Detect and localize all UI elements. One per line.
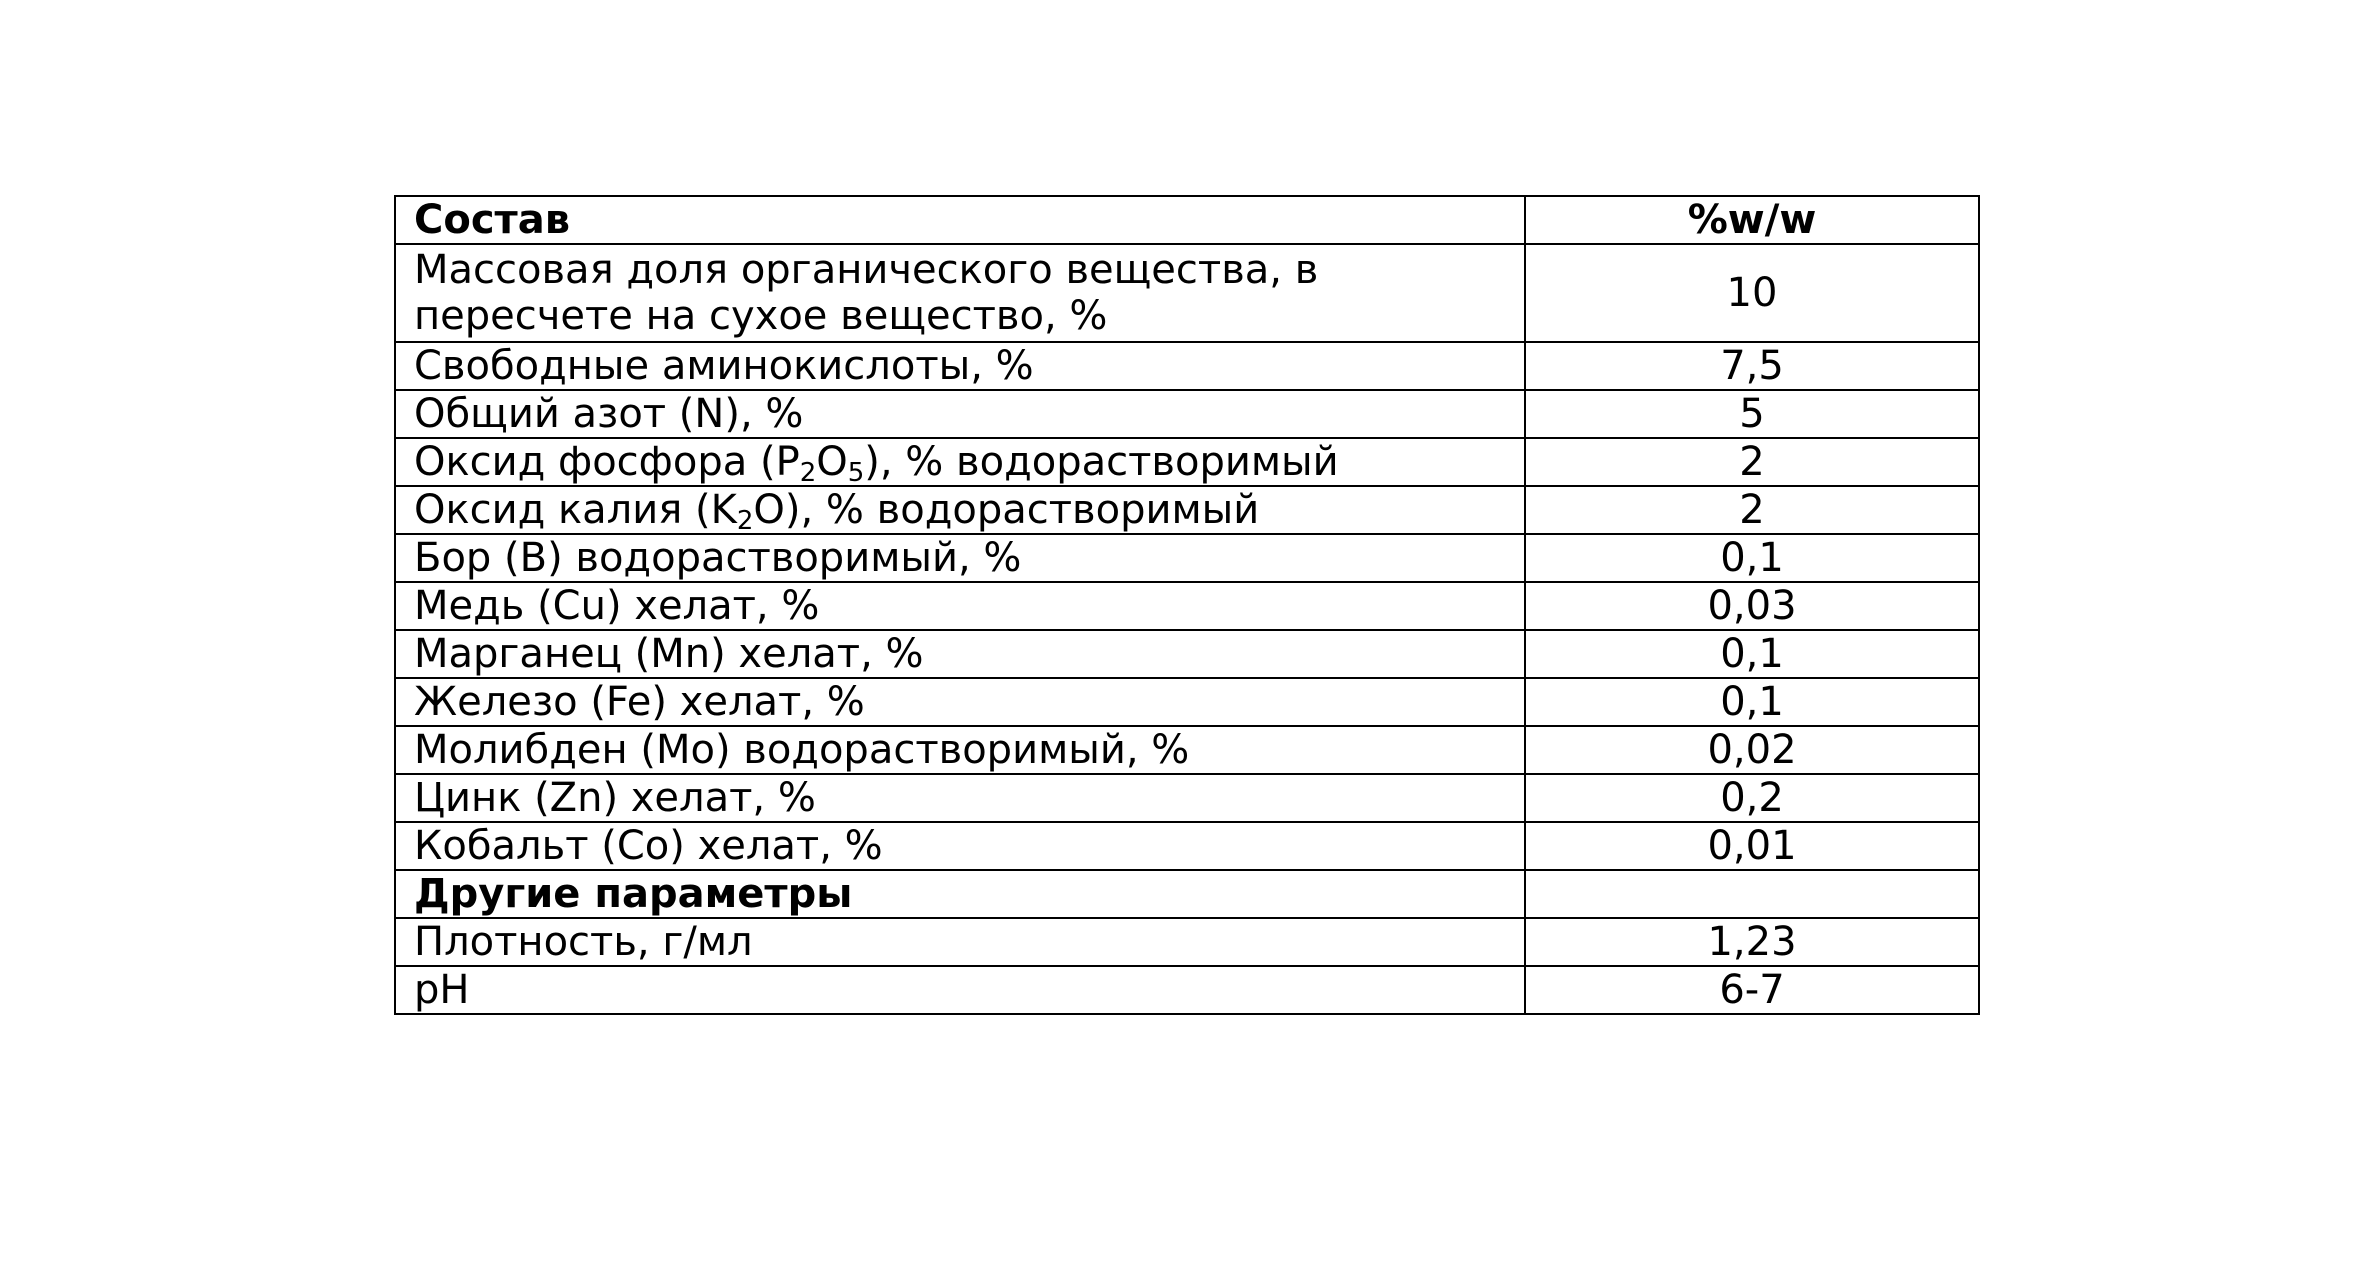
row-value: 2 [1525, 438, 1979, 486]
row-value: 5 [1525, 390, 1979, 438]
section-header-value [1525, 870, 1979, 918]
row-label: Кобальт (Co) хелат, % [395, 822, 1525, 870]
table-row [395, 342, 1979, 390]
table-row [395, 244, 1979, 342]
row-label-part: Оксид фосфора (P [414, 439, 800, 485]
table-row [395, 966, 1979, 1014]
table-row [395, 774, 1979, 822]
row-value: 0,03 [1525, 582, 1979, 630]
row-label-part: O), % водорастворимый [753, 487, 1260, 533]
table-row [395, 678, 1979, 726]
row-label-part: O [816, 439, 848, 485]
table-header-row [395, 196, 1979, 244]
row-value: 1,23 [1525, 918, 1979, 966]
row-label: Свободные аминокислоты, % [395, 342, 1525, 390]
section-header-other-parameters: Другие параметры [395, 870, 1525, 918]
row-label: Марганец (Mn) хелат, % [395, 630, 1525, 678]
subscript: 5 [847, 458, 865, 488]
row-label: Бор (B) водорастворимый, % [395, 534, 1525, 582]
row-label: pH [395, 966, 1525, 1014]
row-label: Молибден (Mo) водорастворимый, % [395, 726, 1525, 774]
row-label-line-2: вещества, в пересчете на сухое вещество, % [414, 247, 1319, 339]
section-header-row [395, 870, 1979, 918]
table-row [395, 582, 1979, 630]
row-value: 7,5 [1525, 342, 1979, 390]
table-row [395, 822, 1979, 870]
table-row [395, 726, 1979, 774]
row-label [395, 486, 1525, 534]
row-label: Медь (Cu) хелат, % [395, 582, 1525, 630]
row-label: Цинк (Zn) хелат, % [395, 774, 1525, 822]
row-value: 6-7 [1525, 966, 1979, 1014]
row-label-part: Оксид калия (K [414, 487, 737, 533]
row-value: 0,2 [1525, 774, 1979, 822]
row-value: 0,02 [1525, 726, 1979, 774]
table-row [395, 630, 1979, 678]
table-row [395, 534, 1979, 582]
composition-table [394, 195, 1980, 1015]
row-value: 0,01 [1525, 822, 1979, 870]
subscript: 2 [736, 506, 754, 536]
row-label-part: ), % водорастворимый [864, 439, 1339, 485]
row-value: 0,1 [1525, 534, 1979, 582]
row-value: 10 [1525, 244, 1979, 342]
row-label: Общий азот (N), % [395, 390, 1525, 438]
table-row [395, 438, 1979, 486]
row-label [395, 244, 1525, 342]
subscript: 2 [799, 458, 817, 488]
row-label [395, 438, 1525, 486]
row-value: 2 [1525, 486, 1979, 534]
row-label-line-1: Массовая доля органического [414, 247, 1053, 293]
header-percent-ww: %w/w [1525, 196, 1979, 244]
header-composition: Состав [395, 196, 1525, 244]
table-row [395, 918, 1979, 966]
row-value: 0,1 [1525, 630, 1979, 678]
table-row [395, 486, 1979, 534]
row-value: 0,1 [1525, 678, 1979, 726]
row-label: Железо (Fe) хелат, % [395, 678, 1525, 726]
table-row [395, 390, 1979, 438]
row-label: Плотность, г/мл [395, 918, 1525, 966]
